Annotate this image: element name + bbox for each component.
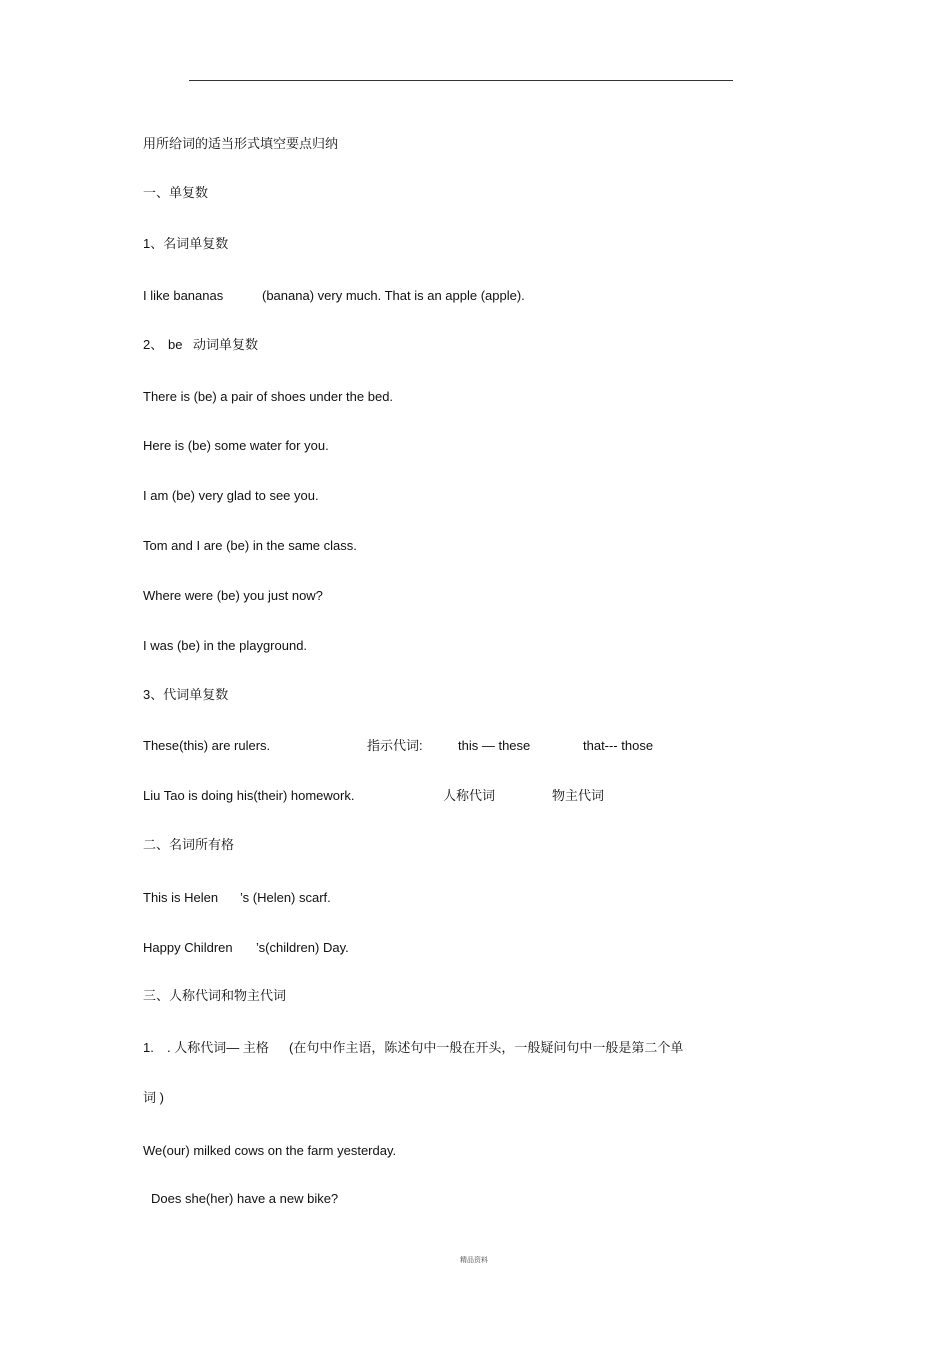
example-be-4: Tom and I are (be) in the same class. xyxy=(143,538,357,553)
section-2-heading: 二、名词所有格 xyxy=(143,837,235,852)
section-3-heading: 三、人称代词和物主代词 xyxy=(143,988,287,1003)
example-be-6: I was (be) in the playground. xyxy=(143,638,308,653)
subsection-1-heading: 1、名词单复数 xyxy=(143,236,229,251)
possessive-pronoun-label: 物主代词 xyxy=(552,788,605,803)
that-those: that--- those xyxy=(583,738,654,753)
example-bananas-rest: (banana) very much. That is an apple (apple). xyxy=(262,288,525,303)
example-bananas-answer: I like bananas xyxy=(143,288,224,303)
example-helen-a: This is Helen xyxy=(143,890,219,905)
subsection-3-1-number: 1. xyxy=(143,1040,154,1055)
example-liutao-sentence: Liu Tao is doing his(their) homework. xyxy=(143,788,355,803)
example-we: We(our) milked cows on the farm yesterday. xyxy=(143,1143,397,1158)
subsection-3-1-note-continued: 词 ) xyxy=(143,1090,164,1105)
example-be-2: Here is (be) some water for you. xyxy=(143,438,329,453)
example-be-3: I am (be) very glad to see you. xyxy=(143,488,319,503)
example-helen-b: ’s (Helen) scarf. xyxy=(240,890,331,905)
document-title: 用所给词的适当形式填空要点归纳 xyxy=(143,136,339,151)
this-these: this — these xyxy=(458,738,531,753)
example-children-b: ’s(children) Day. xyxy=(256,940,349,955)
example-be-5: Where were (be) you just now? xyxy=(143,588,323,603)
subsection-2-label: 动词单复数 xyxy=(193,337,259,352)
header-rule xyxy=(189,80,733,81)
subsection-2-number: 2、 xyxy=(143,337,164,352)
subsection-2-be: be xyxy=(168,337,183,352)
personal-pronoun-label: 人称代词 xyxy=(443,788,496,803)
demonstrative-label: 指示代词: xyxy=(367,738,423,753)
footer-text: 精品资料 xyxy=(460,1257,488,1264)
subsection-3-1-label: . 人称代词— 主格 xyxy=(167,1040,269,1055)
example-does: Does she(her) have a new bike? xyxy=(151,1191,339,1206)
example-children-a: Happy Children xyxy=(143,940,233,955)
example-rulers-sentence: These(this) are rulers. xyxy=(143,738,271,753)
example-be-1: There is (be) a pair of shoes under the bed. xyxy=(143,389,394,404)
subsection-3-1-note: (在句中作主语，陈述句中一般在开头，一般疑问句中一般是第二个单 xyxy=(289,1040,684,1055)
subsection-3-heading: 3、代词单复数 xyxy=(143,687,229,702)
section-1-heading: 一、单复数 xyxy=(143,185,209,200)
